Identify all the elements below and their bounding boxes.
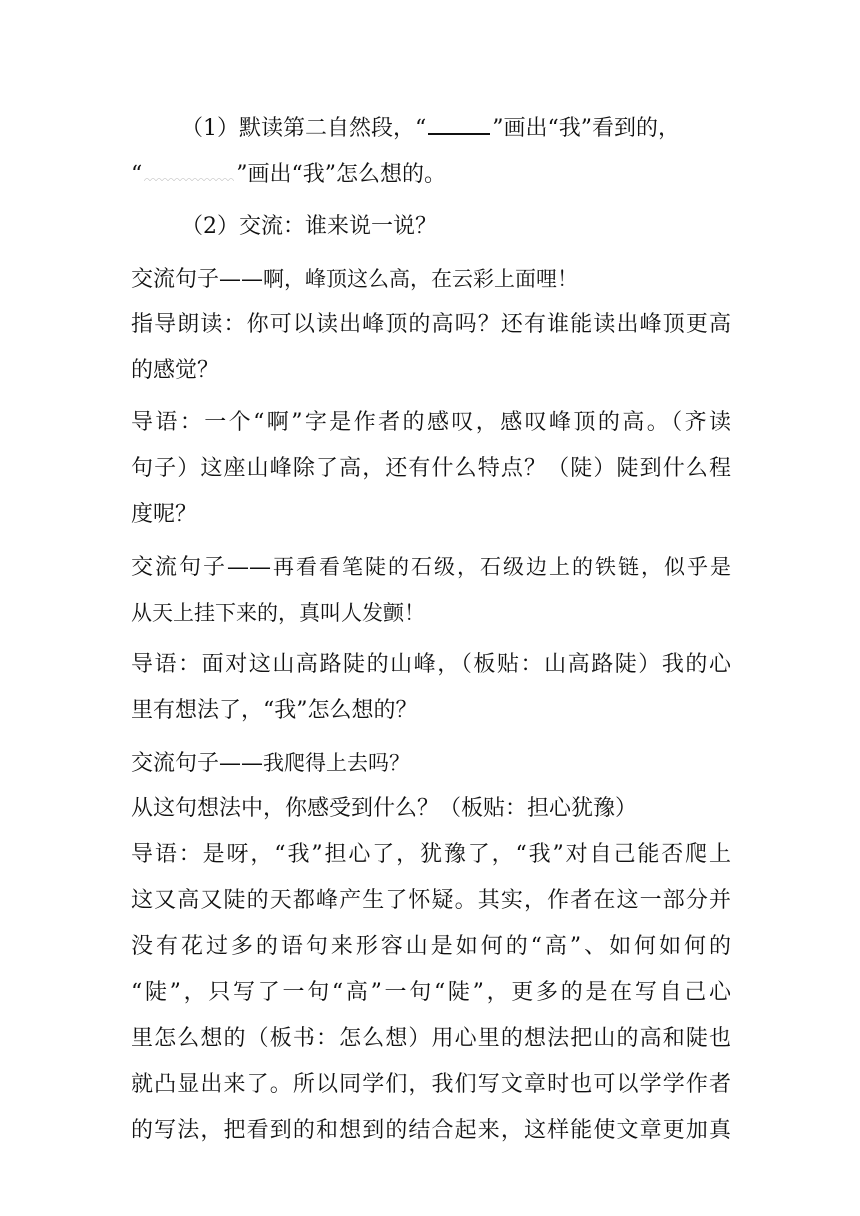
line-21 xyxy=(131,1062,731,1108)
line-3 xyxy=(131,204,731,250)
line-5 xyxy=(131,302,731,348)
quoted-sentence: 啊，峰顶这么高，在云彩上面哩！ xyxy=(263,267,579,291)
line-2 xyxy=(131,152,731,198)
task-1-cont-end: ”画出“我”怎么想的。 xyxy=(236,162,446,187)
document-page xyxy=(131,106,731,1154)
line-13 xyxy=(131,688,731,734)
line-18 xyxy=(131,924,731,970)
exchange-label: 交流句子—— xyxy=(131,555,271,580)
paragraph-text: 指导朗读：你可以读出峰顶的高吗？还有谁能读出峰顶更高 xyxy=(131,312,731,337)
paragraph-text: 导语：是呀，“我”担心了，犹豫了，“我”对自己能否爬上 xyxy=(131,842,731,867)
paragraph-text: 里怎么想的（板书：怎么想）用心里的想法把山的高和陡也 xyxy=(131,1026,731,1051)
line-20 xyxy=(131,1016,731,1062)
paragraph-text: 里有想法了，“我”怎么想的？ xyxy=(131,698,418,723)
task-1-text: （1）默读第二自然段，“ xyxy=(181,116,427,141)
line-11 xyxy=(131,590,731,636)
paragraph-text: 就凸显出来了。所以同学们，我们写文章时也可以学学作者 xyxy=(131,1072,731,1097)
line-19 xyxy=(131,970,731,1016)
solid-underline-blank xyxy=(428,111,490,135)
line-9 xyxy=(131,492,731,538)
quoted-sentence: 再看看笔陡的石级，石级边上的铁链，似乎是 xyxy=(271,555,731,579)
paragraph-text: 句子）这座山峰除了高，还有什么特点？（陡）陡到什么程 xyxy=(131,456,731,481)
task-1-cont-start: “ xyxy=(131,162,143,187)
quoted-sentence: 从天上挂下来的，真叫人发颤！ xyxy=(131,601,425,625)
line-8 xyxy=(131,446,731,492)
line-7 xyxy=(131,400,731,446)
line-10 xyxy=(131,544,731,590)
paragraph-text: 度呢？ xyxy=(131,502,198,527)
paragraph-text: 从这句想法中，你感受到什么？（板贴：担心犹豫） xyxy=(131,796,638,821)
line-1 xyxy=(131,106,731,152)
line-4 xyxy=(131,256,731,302)
line-17 xyxy=(131,878,731,924)
task-2-text: （2）交流：谁来说一说？ xyxy=(181,214,437,239)
paragraph-text: 导语：一个“啊”字是作者的感叹，感叹峰顶的高。（齐读 xyxy=(131,410,731,435)
exchange-label: 交流句子—— xyxy=(131,267,264,292)
paragraph-text: “陡”，只写了一句“高”一句“陡”，更多的是在写自己心 xyxy=(131,980,731,1005)
line-15 xyxy=(131,786,731,832)
exchange-label: 交流句子—— xyxy=(131,751,264,776)
paragraph-text: 导语：面对这山高路陡的山峰，（板贴：山高路陡）我的心 xyxy=(131,652,731,677)
paragraph-text: 的感觉？ xyxy=(131,358,220,383)
line-12 xyxy=(131,642,731,688)
paragraph-text: 的写法，把看到的和想到的结合起来，这样能使文章更加真 xyxy=(131,1118,731,1143)
line-6 xyxy=(131,348,731,394)
task-1-text-end: ”画出“我”看到的， xyxy=(492,116,680,141)
wavy-underline-blank xyxy=(144,157,234,181)
quoted-sentence: 我爬得上去吗？ xyxy=(263,751,411,775)
paragraph-text: 这又高又陡的天都峰产生了怀疑。其实，作者在这一部分并 xyxy=(131,888,731,913)
line-14 xyxy=(131,740,731,786)
paragraph-text: 没有花过多的语句来形容山是如何的“高”、如何如何的 xyxy=(131,934,731,959)
line-16 xyxy=(131,832,731,878)
line-22 xyxy=(131,1108,731,1154)
